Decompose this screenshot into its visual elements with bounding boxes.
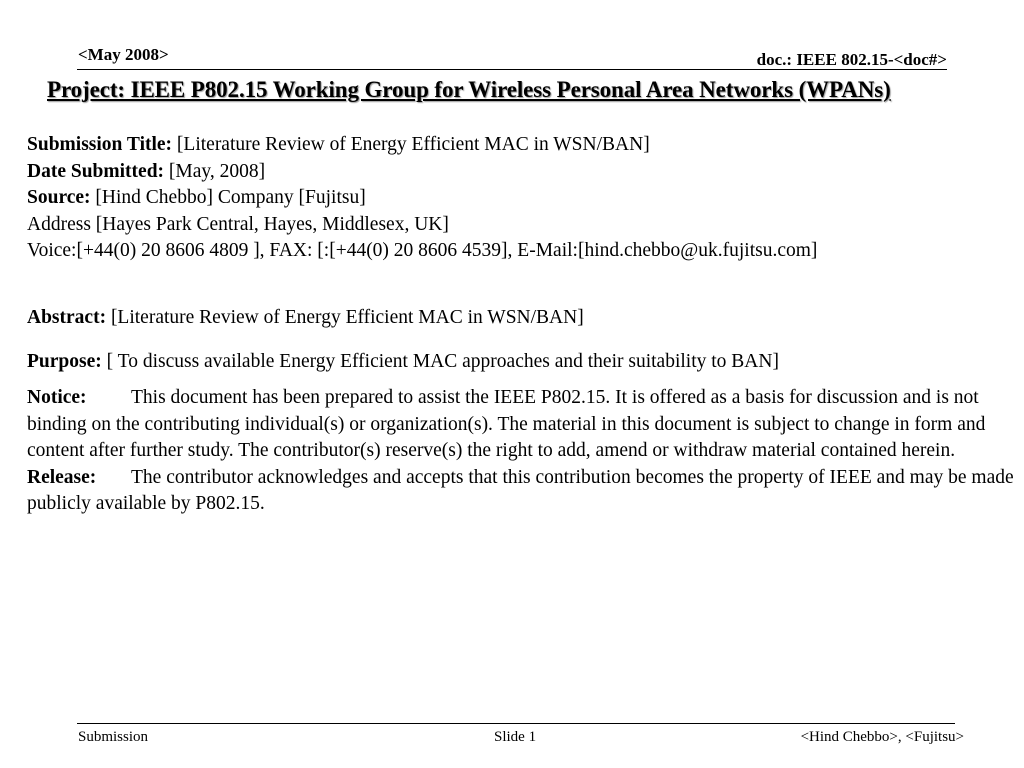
source-value: [Hind Chebbo] Company [Fujitsu] xyxy=(95,187,366,208)
footer-author: <Hind Chebbo>, <Fujitsu> xyxy=(800,729,964,745)
notice-release-block xyxy=(27,385,1017,518)
notice-label: Notice: xyxy=(27,387,87,408)
abstract-value: [Literature Review of Energy Efficient MAC in WSN/BAN] xyxy=(110,307,584,328)
date-submitted-line xyxy=(27,159,1017,186)
footer-divider xyxy=(77,723,955,724)
header-date: <May 2008> xyxy=(78,45,169,64)
contact-line: Voice:[+44(0) 20 8606 4809 ], FAX: [:[+44(0) 20 8606 4539], E-Mail:[hind.chebbo@uk.fujitsu.com] xyxy=(27,240,818,261)
footer-slide-number: Slide 1 xyxy=(494,729,537,745)
submission-title-line xyxy=(27,132,1017,159)
abstract-line xyxy=(27,305,1017,332)
source-label: Source: xyxy=(27,187,91,208)
submission-title-label: Submission Title: xyxy=(27,134,173,155)
address-line: Address [Hayes Park Central, Hayes, Middlesex, UK] xyxy=(27,213,449,235)
abstract-label: Abstract: xyxy=(27,307,107,328)
footer-submission: Submission xyxy=(78,729,149,745)
purpose-value: [ To discuss available Energy Efficient MAC approaches and their suitability to BAN] xyxy=(106,351,779,372)
header-divider xyxy=(77,69,947,70)
release-label: Release: xyxy=(27,466,97,488)
notice-paragraph xyxy=(27,385,1017,465)
release-text: The contributor acknowledges and accepts that this contribution becomes the property of IEEE and may be made publicly available by P802.15. xyxy=(27,466,1014,514)
submission-block xyxy=(27,132,1017,265)
date-submitted-value: [May, 2008] xyxy=(168,160,266,182)
release-paragraph xyxy=(27,465,1017,518)
slide-title: Project: IEEE P802.15 Working Group for Wireless Personal Area Networks (WPANs) xyxy=(47,77,891,102)
date-submitted-label: Date Submitted: xyxy=(27,160,165,182)
notice-text: This document has been prepared to assist the IEEE P802.15. It is offered as a basis for discussion and is not binding on the contributing individual(s) or organization(s). The material in this document is subject to change in form and content after further study. The contributor(s) reserve(s) the right to add, amend or withdraw material contained herein. xyxy=(27,387,986,461)
purpose-label: Purpose: xyxy=(27,351,102,372)
purpose-line xyxy=(27,349,1017,376)
source-line xyxy=(27,185,1017,212)
header-doc-id: doc.: IEEE 802.15-<doc#> xyxy=(756,50,947,69)
submission-title-value: [Literature Review of Energy Efficient MAC in WSN/BAN] xyxy=(176,134,650,155)
